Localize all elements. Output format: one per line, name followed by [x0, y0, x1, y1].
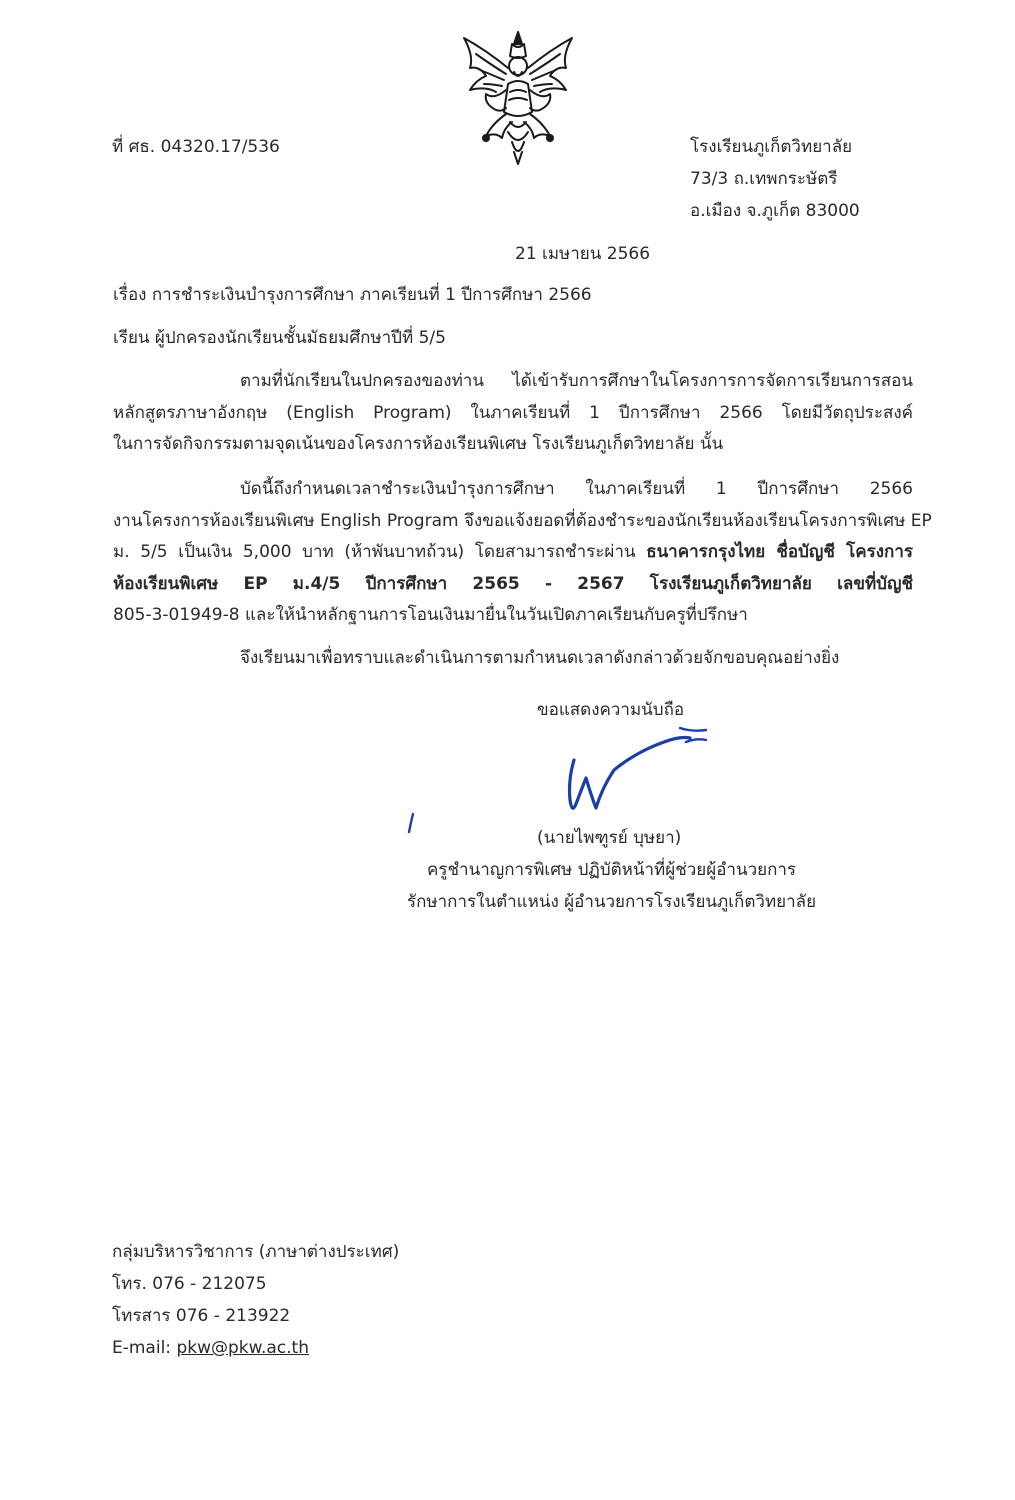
reference-number: ที่ ศธ. 04320.17/536	[112, 137, 280, 157]
payment-amount-text: ม. 5/5 เป็นเงิน 5,000 บาท (ห้าพันบาทถ้วน) โดยสามารถชำระผ่าน	[113, 542, 647, 562]
paragraph-1-line: ในการจัดกิจกรรมตามจุดเน้นของโครงการห้องเรียนพิเศษ โรงเรียนภูเก็ตวิทยาลัย นั้น	[113, 434, 724, 454]
paragraph-1-line: ตามที่นักเรียนในปกครองของท่าน ได้เข้ารับการศึกษาในโครงการการจัดการเรียนการสอน	[240, 371, 913, 391]
paragraph-2	[113, 474, 932, 632]
paragraph-1-line: หลักสูตรภาษาอังกฤษ (English Program) ในภาคเรียนที่ 1 ปีการศึกษา 2566 โดยมีวัตถุประสงค์	[113, 402, 913, 423]
paragraph-1	[113, 366, 913, 461]
letter-subject: เรื่อง การชำระเงินบำรุงการศึกษา ภาคเรียนที่ 1 ปีการศึกษา 2566	[113, 285, 592, 305]
signatory-position-1: ครูชำนาญการพิเศษ ปฏิบัติหน้าที่ผู้ช่วยผู้อำนวยการ	[427, 860, 797, 880]
bank-account-name-bold: ธนาคารกรุงไทย ชื่อบัญชี โครงการ	[646, 542, 913, 562]
closing-salutation: ขอแสดงความนับถือ	[537, 700, 685, 720]
signatory-position-2: รักษาการในตำแหน่ง ผู้อำนวยการโรงเรียนภูเก็ตวิทยาลัย	[407, 892, 817, 912]
footer-fax: โทรสาร 076 - 213922	[112, 1306, 291, 1326]
school-name: โรงเรียนภูเก็ตวิทยาลัย	[690, 137, 853, 157]
footer-email-label: E-mail:	[112, 1338, 177, 1358]
footer-email	[112, 1336, 309, 1360]
school-address-line1: 73/3 ถ.เทพกระษัตรี	[690, 169, 838, 189]
paragraph-2-line: บัดนี้ถึงกำหนดเวลาชำระเงินบำรุงการศึกษา ในภาคเรียนที่ 1 ปีการศึกษา 2566	[240, 479, 913, 499]
letter-date: 21 เมษายน 2566	[515, 244, 651, 264]
school-address-line2: อ.เมือง จ.ภูเก็ต 83000	[690, 201, 860, 221]
footer-email-link[interactable]: pkw@pkw.ac.th	[176, 1338, 309, 1358]
bank-account-name-bold: ห้องเรียนพิเศษ EP ม.4/5 ปีการศึกษา 2565 - 2567 โรงเรียนภูเก็ตวิทยาลัย เลขที่บัญชี	[113, 573, 913, 594]
paragraph-2-line: งานโครงการห้องเรียนพิเศษ English Program จึงขอแจ้งยอดที่ต้องชำระของนักเรียนห้องเรียนโครงการพิเศษ EP	[113, 510, 932, 531]
account-number-line: 805-3-01949-8 และให้นำหลักฐานการโอนเงินมายื่นในวันเปิดภาคเรียนกับครูที่ปรึกษา	[113, 605, 748, 625]
handwritten-signature	[540, 718, 720, 828]
garuda-emblem-icon	[456, 28, 580, 168]
footer-phone: โทร. 076 - 212075	[112, 1274, 267, 1294]
paragraph-2-line	[113, 537, 913, 569]
footer-department: กลุ่มบริหารวิชาการ (ภาษาต่างประเทศ)	[112, 1242, 400, 1262]
signatory-name: (นายไพฑูรย์ บุษยา)	[537, 828, 682, 848]
ink-mark	[405, 812, 417, 834]
paragraph-3: จึงเรียนมาเพื่อทราบและดำเนินการตามกำหนดเวลาดังกล่าวด้วยจักขอบคุณอย่างยิ่ง	[240, 648, 840, 668]
letter-recipient: เรียน ผู้ปกครองนักเรียนชั้นมัธยมศึกษาปีที่ 5/5	[113, 328, 446, 348]
